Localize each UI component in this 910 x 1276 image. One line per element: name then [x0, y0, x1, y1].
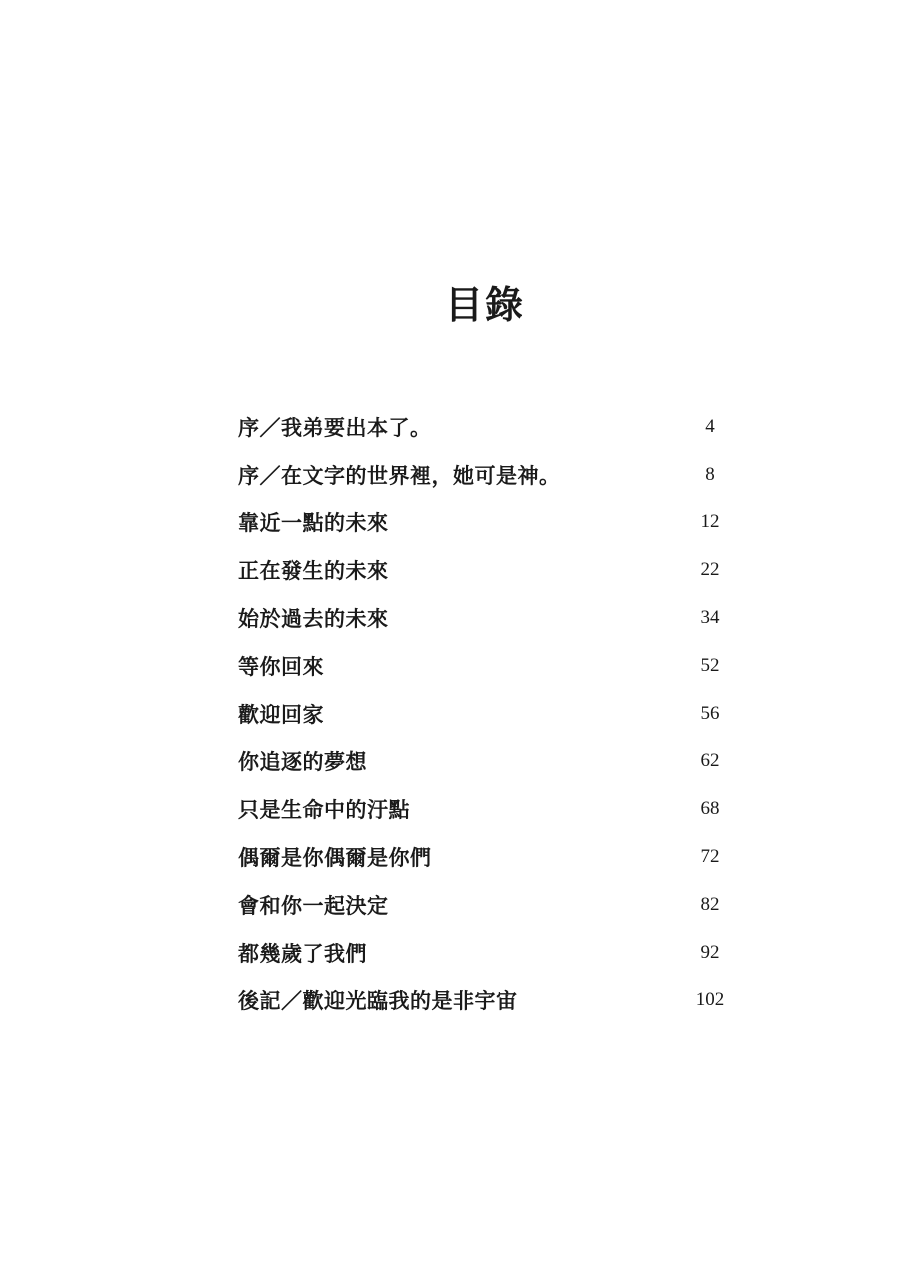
toc-entry-page-number: 56 — [700, 702, 720, 724]
toc-entry-title: 都幾歲了我們 — [238, 940, 367, 966]
toc-entry[interactable] — [238, 690, 718, 738]
toc-entry[interactable] — [238, 546, 718, 594]
toc-entry[interactable] — [238, 977, 725, 1025]
toc-entry-title: 靠近一點的未來 — [238, 510, 389, 536]
toc-entry-title: 會和你一起決定 — [238, 892, 389, 918]
toc-entry[interactable] — [238, 881, 718, 929]
toc-entry-page-number: 8 — [705, 463, 715, 485]
toc-entry[interactable] — [238, 833, 718, 881]
toc-entry-title: 偶爾是你偶爾是你們 — [238, 845, 432, 871]
toc-entry-page-number: 68 — [700, 798, 720, 820]
toc-entry-page-number: 82 — [700, 893, 720, 915]
toc-entry-title: 後記／歡迎光臨我的是非宇宙 — [238, 988, 518, 1014]
toc-entry-page-number: 4 — [705, 415, 715, 437]
toc-entry-title: 只是生命中的汙點 — [238, 797, 410, 823]
toc-entry[interactable] — [238, 499, 718, 547]
toc-entry-page-number: 72 — [700, 846, 720, 868]
toc-entry-title: 歡迎回家 — [238, 701, 324, 727]
table-of-contents — [238, 403, 725, 1024]
toc-entry-page-number: 92 — [700, 941, 720, 963]
toc-entry[interactable] — [238, 594, 718, 642]
toc-entry-page-number: 52 — [700, 654, 720, 676]
toc-entry-title: 你追逐的夢想 — [238, 749, 367, 775]
toc-entry-title: 正在發生的未來 — [238, 558, 389, 584]
toc-entry-title: 序／我弟要出本了。 — [238, 414, 432, 440]
toc-entry[interactable] — [238, 403, 718, 451]
toc-entry-page-number: 12 — [700, 511, 720, 533]
toc-entry-page-number: 22 — [700, 559, 720, 581]
toc-entry-page-number: 34 — [700, 607, 720, 629]
toc-entry[interactable] — [238, 929, 718, 977]
toc-entry[interactable] — [238, 738, 718, 786]
toc-entry[interactable] — [238, 785, 718, 833]
toc-entry-title: 序／在文字的世界裡，她可是神。 — [238, 462, 561, 488]
toc-entry-page-number: 102 — [695, 989, 725, 1011]
toc-entry-page-number: 62 — [700, 750, 720, 772]
page-title: 目錄 — [444, 282, 525, 327]
toc-entry[interactable] — [238, 642, 718, 690]
toc-entry-title: 等你回來 — [238, 653, 324, 679]
toc-entry-title: 始於過去的未來 — [238, 606, 389, 632]
toc-entry[interactable] — [238, 451, 718, 499]
